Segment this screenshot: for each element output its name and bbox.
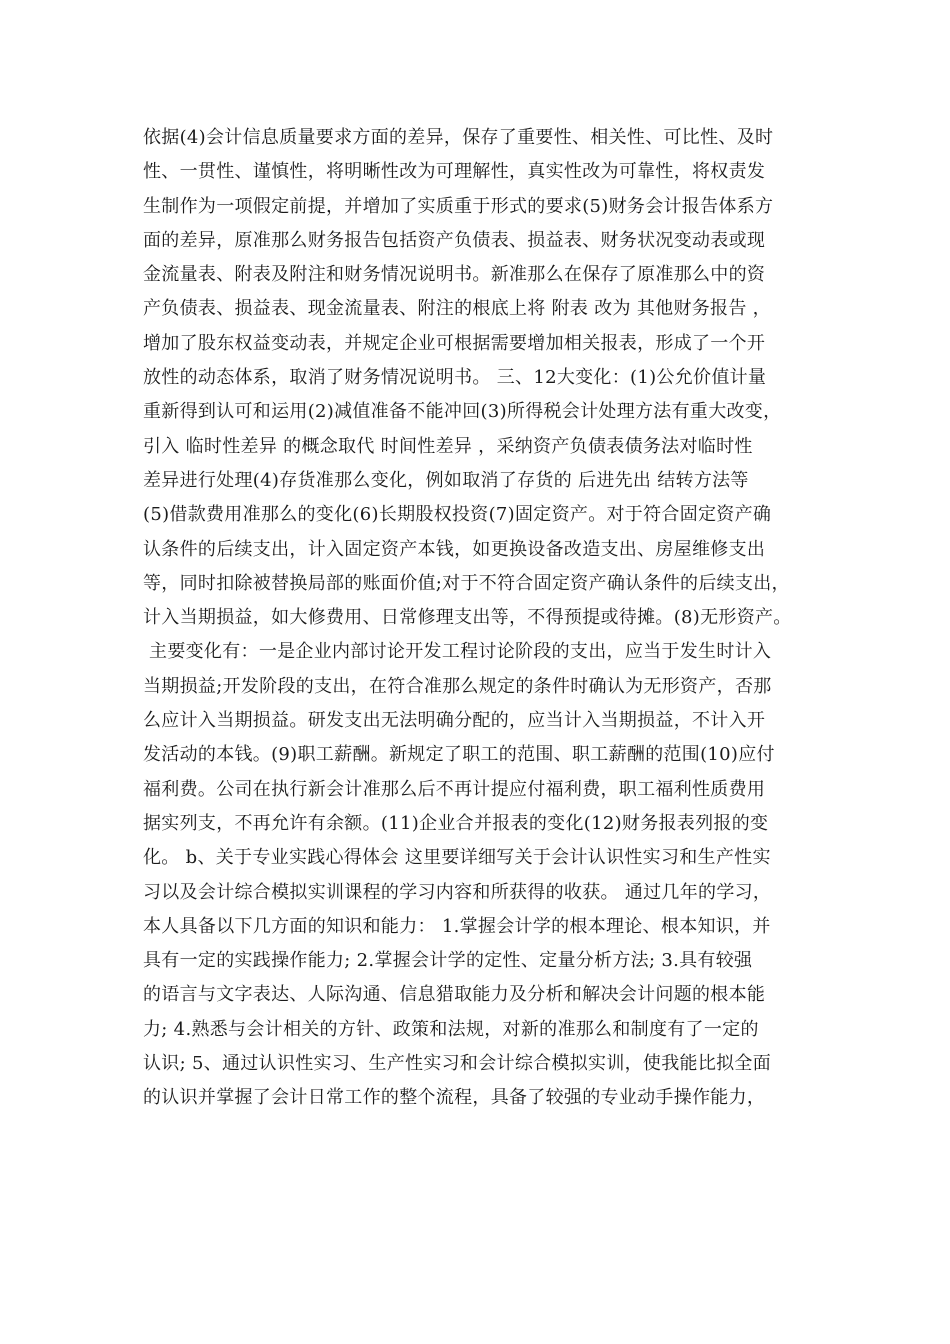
text-line: (5)借款费用准那么的变化(6)长期股权投资(7)固定资产。对于符合固定资产确: [143, 504, 772, 526]
text-line: 差异进行处理(4)存货准那么变化，例如取消了存货的 后进先出 结转方法等: [143, 469, 749, 491]
text-line: 生制作为一项假定前提，并增加了实质重于形式的要求(5)财务会计报告体系方: [143, 195, 774, 217]
text-line: 产负债表、损益表、现金流量表、附注的根底上将 附表 改为 其他财务报告 ，: [143, 298, 771, 320]
text-line: 发活动的本钱。(9)职工薪酬。新规定了职工的范围、职工薪酬的范围(10)应付: [143, 744, 775, 766]
text-line: 福利费。公司在执行新会计准那么后不再计提应付福利费，职工福利性质费用: [143, 778, 766, 800]
text-line: 依据(4)会计信息质量要求方面的差异，保存了重要性、相关性、可比性、及时: [143, 127, 774, 148]
text-line: 放性的动态体系，取消了财务情况说明书。 三、12大变化：(1)公允价值计量: [143, 367, 767, 389]
text-line: 引入 临时性差异 的概念取代 时间性差异 ，采纳资产负债表债务法对临时性: [143, 435, 753, 457]
text-line: 化。 b、关于专业实践心得体会 这里要详细写关于会计认识性实习和生产性实: [143, 847, 771, 869]
text-line: 具有一定的实践操作能力; 2.掌握会计学的定性、定量分析方法; 3.具有较强: [143, 950, 753, 972]
text-line: 主要变化有：一是企业内部讨论开发工程讨论阶段的支出，应当于发生时计入: [143, 641, 772, 663]
text-line: 力; 4.熟悉与会计相关的方针、政策和法规，对新的准那么和制度有了一定的: [143, 1018, 759, 1040]
body-text: [143, 121, 823, 1116]
text-line: 据实列支，不再允许有余额。(11)企业合并报表的变化(12)财务报表列报的变: [143, 812, 769, 834]
text-line: 重新得到认可和运用(2)减值准备不能冲回(3)所得税会计处理方法有重大改变，: [143, 401, 782, 423]
text-line: 么应计入当期损益。研发支出无法明确分配的，应当计入当期损益，不计入开: [143, 710, 766, 732]
text-line: 面的差异，原准那么财务报告包括资产负债表、损益表、财务状况变动表或现: [143, 229, 766, 251]
text-line: 习以及会计综合模拟实训课程的学习内容和所获得的收获。 通过几年的学习，: [143, 881, 772, 903]
text-line: 当期损益;开发阶段的支出，在符合准那么规定的条件时确认为无形资产，否那: [143, 675, 772, 697]
text-line: 认识; 5、通过认识性实习、生产性实习和会计综合模拟实训，使我能比拟全面: [143, 1053, 772, 1075]
text-line: 的语言与文字表达、人际沟通、信息猎取能力及分析和解决会计问题的根本能: [143, 984, 766, 1006]
text-line: 性、一贯性、谨慎性，将明晰性改为可理解性，真实性改为可靠性，将权责发: [143, 161, 766, 183]
text-line: 的认识并掌握了会计日常工作的整个流程，具备了较强的专业动手操作能力，: [143, 1087, 766, 1109]
text-line: 金流量表、附表及附注和财务情况说明书。新准那么在保存了原准那么中的资: [143, 264, 766, 286]
text-line: 本人具备以下几方面的知识和能力： 1.掌握会计学的根本理论、根本知识，并: [143, 915, 771, 937]
text-line: 等，同时扣除被替换局部的账面价值;对于不符合固定资产确认条件的后续支出，: [143, 572, 790, 594]
text-line: 认条件的后续支出，计入固定资产本钱，如更换设备改造支出、房屋维修支出: [143, 538, 766, 560]
text-line: 计入当期损益，如大修费用、日常修理支出等，不得预提或待摊。(8)无形资产。: [143, 607, 792, 629]
text-line: 增加了股东权益变动表，并规定企业可根据需要增加相关报表，形成了一个开: [143, 332, 766, 354]
